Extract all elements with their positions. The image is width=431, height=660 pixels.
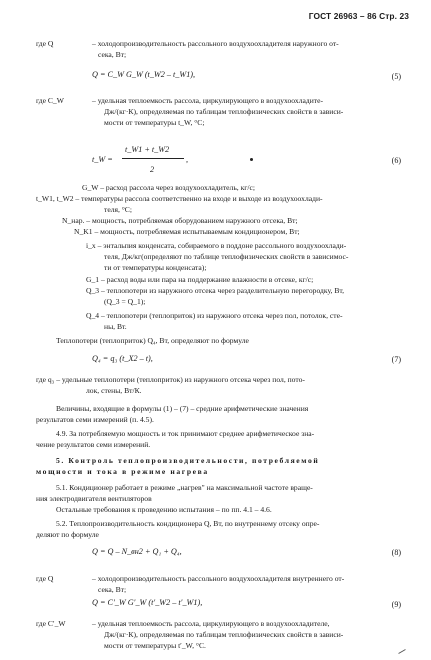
formula-8-number: (8) bbox=[391, 548, 401, 557]
text-line: сека, Вт; bbox=[98, 585, 127, 594]
glossary-line: Q_3 – теплопотери из наружного отсека через разделительную перегородку, Вт, bbox=[86, 286, 345, 295]
section-heading: мощности и тока в режиме нагрева bbox=[36, 467, 209, 476]
paragraph-line: чение результатов семи измерений. bbox=[36, 440, 151, 449]
where-q-label: где Q bbox=[36, 39, 54, 48]
formula-9-number: (9) bbox=[391, 600, 401, 609]
formula-5-number: (5) bbox=[391, 72, 401, 81]
glossary-line: N_нар. – мощность, потребляемая оборудованием наружного отсека, Вт; bbox=[62, 216, 298, 225]
glossary-line: ны, Вт. bbox=[104, 322, 127, 331]
paragraph-line: 5.2. Теплопроизводительность кондиционера Q, Вт, по внутреннему отсеку опре- bbox=[56, 519, 320, 528]
formula-5: Q = C_W G_W (t_W2 – t_W1), bbox=[92, 70, 196, 79]
glossary-line: t_W1, t_W2 – температуры рассола соответственно на входе и выходе из воздухоохлади- bbox=[36, 194, 323, 203]
paragraph-line: лок, стены, Вт/К. bbox=[86, 386, 142, 395]
where-q-label: где Q bbox=[36, 574, 54, 583]
where-cw-label: где C′_W bbox=[36, 619, 66, 628]
glossary-line: N_K1 – мощность, потребляемая испытываемым кондиционером, Вт; bbox=[74, 227, 300, 236]
formula-6-number: (6) bbox=[391, 156, 401, 165]
formula-6-denominator: 2 bbox=[150, 165, 155, 174]
formula-7-number: (7) bbox=[391, 355, 401, 364]
glossary-line: Q_4 – теплопотери (теплоприток) из наружного отсека через пол, потолок, сте- bbox=[86, 311, 343, 320]
scan-mark bbox=[398, 649, 405, 654]
text-line: – удельная теплоемкость рассола, циркулирующего в воздухоохладите- bbox=[92, 96, 324, 105]
formula-7: Q₄ = q₃ (t_X2 – t), bbox=[92, 354, 153, 363]
paragraph-line: Величины, входящие в формулы (1) – (7) – средние арифметические значения bbox=[56, 404, 309, 413]
glossary-line: G_W – расход рассола через воздухоохладитель, кг/с; bbox=[82, 183, 255, 192]
formula-6-numerator: t_W1 + t_W2 bbox=[125, 145, 170, 154]
text-line: мости от температуры t′_W, °С. bbox=[104, 641, 206, 650]
glossary-line: теля, °С; bbox=[104, 205, 132, 214]
text-line: Дж/(кг·К), определяемая по таблицам теплофизических свойств в зависи- bbox=[104, 107, 344, 116]
formula-6-comma: , bbox=[186, 155, 189, 164]
standard-number: ГОСТ 26963 – 86 bbox=[308, 11, 377, 21]
formula-8: Q = Q – N_вн2 + Q₁ + Q₄, bbox=[92, 547, 182, 556]
text-line: – холодопроизводительность рассольного воздухоохладителя наружного от- bbox=[92, 39, 339, 48]
text-line: – удельная теплоемкость рассола, циркулирующего в воздухоохладителе, bbox=[92, 619, 330, 628]
paragraph-line: 5.1. Кондиционер работает в режиме „нагрев" на максимальной частоте враще- bbox=[56, 483, 313, 492]
paragraph-line: Остальные требования к проведению испытания – по пп. 4.1 – 4.6. bbox=[56, 505, 272, 514]
paragraph-line: где q₃ – удельные теплопотери (теплоприток) из наружного отсека через пол, пото- bbox=[36, 375, 305, 384]
text-line: мости от температуры t_W, °С; bbox=[104, 118, 205, 127]
page-number: Стр. 23 bbox=[379, 11, 409, 21]
glossary-line: (Q_3 = Q_1); bbox=[104, 297, 146, 306]
page-header bbox=[309, 11, 409, 22]
paragraph-line: деляют по формуле bbox=[36, 530, 99, 539]
text-line: Дж/(кг·К), определяемая по таблицам теплофизических свойств в зависи- bbox=[104, 630, 344, 639]
section-heading: 5. Контроль теплопроизводительности, потребляемой bbox=[56, 456, 320, 465]
glossary-line: ти от температуры конденсата); bbox=[104, 263, 207, 272]
where-cw-label: где C_W bbox=[36, 96, 64, 105]
paragraph-line: результатов семи измерений (п. 4.5). bbox=[36, 415, 154, 424]
glossary-line: i_x – энтальпия конденсата, собираемого в поддоне рассольного воздухоохлади- bbox=[86, 241, 347, 250]
glossary-line: теля, Дж/кг(определяют по таблице теплофизических свойств в зависимос- bbox=[104, 252, 349, 261]
fraction-bar bbox=[122, 158, 184, 159]
paragraph-line: 4.9. За потребляемую мощность и ток принимают среднее арифметическое зна- bbox=[56, 429, 315, 438]
paragraph-line: Теплопотери (теплоприток) Q₄, Вт, определяют по формуле bbox=[56, 336, 249, 345]
formula-9: Q = C′_W G′_W (t′_W2 – t′_W1), bbox=[92, 598, 203, 607]
paragraph-line: ния электродвигателя вентиляторов bbox=[36, 494, 152, 503]
text-line: сека, Вт; bbox=[98, 50, 127, 59]
text-line: – холодопроизводительность рассольного воздухоохладителя внутреннего от- bbox=[92, 574, 345, 583]
glossary-line: G_1 – расход воды или пара на поддержание влажности в отсеке, кг/с; bbox=[86, 275, 314, 284]
formula-6-lhs: t_W = bbox=[92, 155, 113, 164]
scan-dot bbox=[250, 158, 253, 161]
